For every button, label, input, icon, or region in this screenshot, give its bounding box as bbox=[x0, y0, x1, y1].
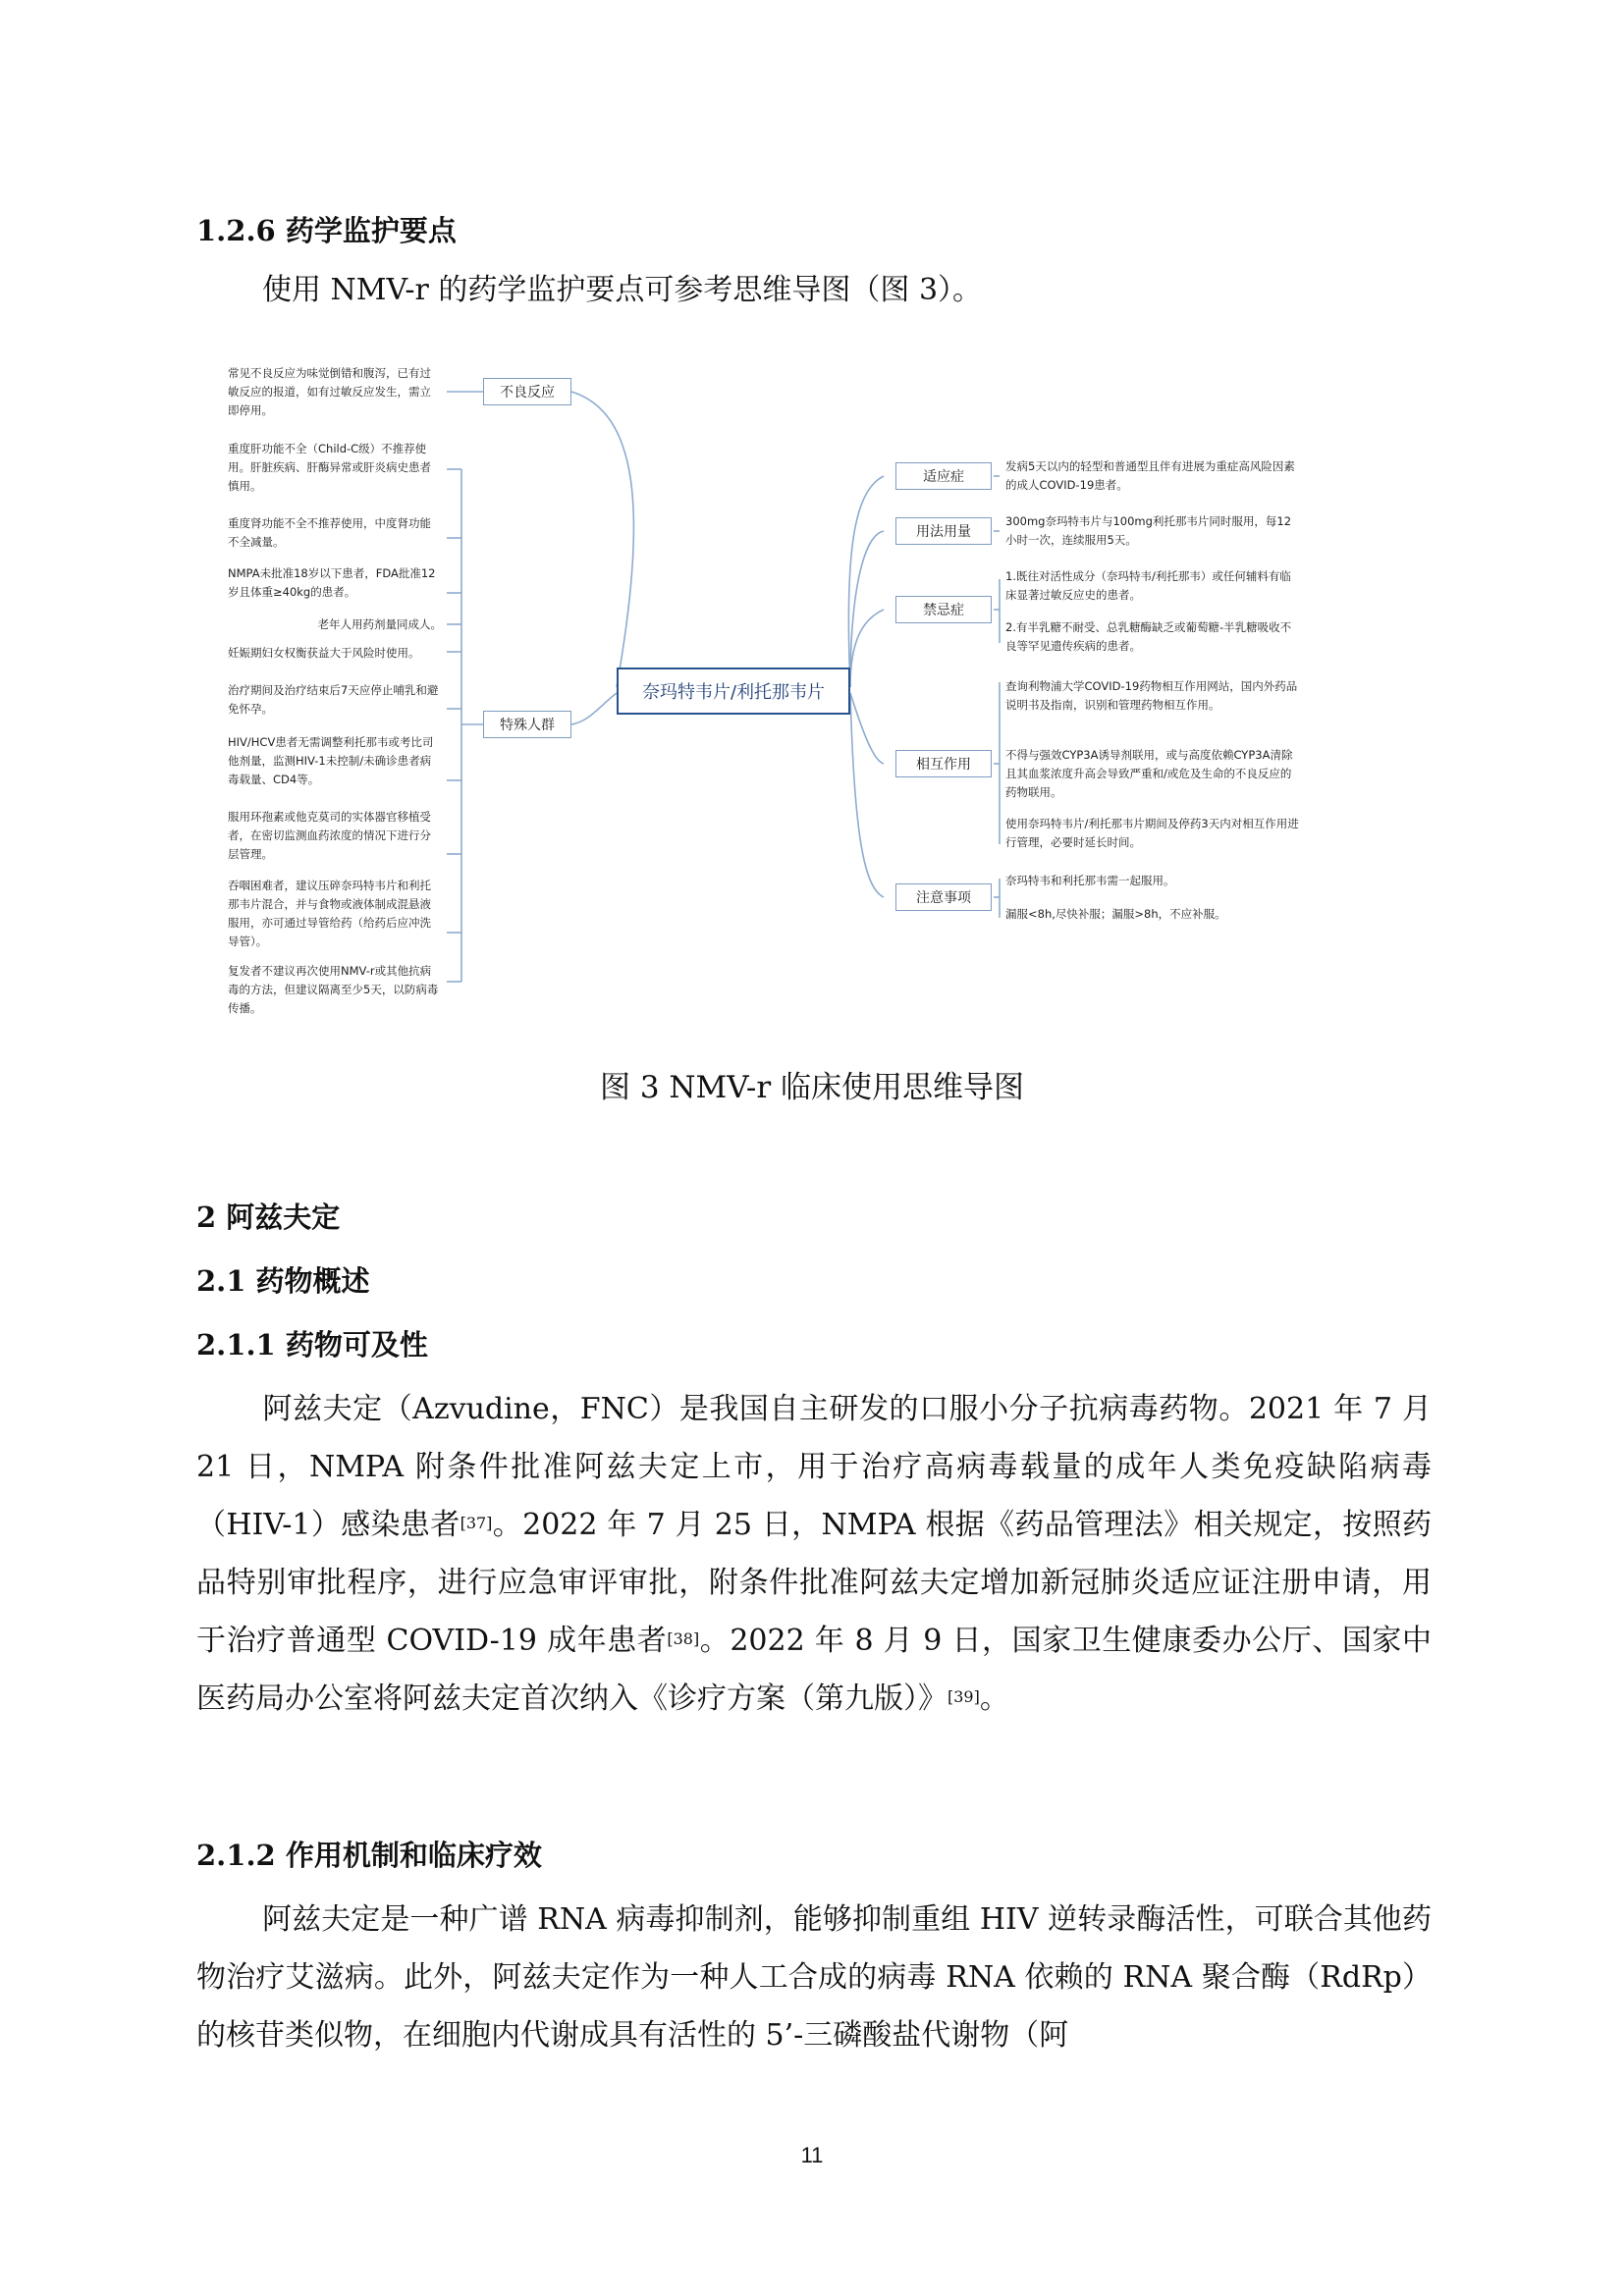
note-precaution-1: 奈玛特韦和利托那韦需一起服用。 bbox=[1005, 874, 1175, 887]
figure-caption: 图 3 NMV-r 临床使用思维导图 bbox=[600, 1070, 1024, 1105]
paragraph-mechanism bbox=[196, 1891, 1432, 2064]
branch-dosage: 用法用量 bbox=[895, 517, 992, 545]
section-heading-1-2-6: 1.2.6 药学监护要点 bbox=[196, 214, 457, 247]
note-special-2: 重度肾功能不全不推荐使用，中度肾功能不全减量。 bbox=[228, 516, 431, 549]
branch-adverse-reactions: 不良反应 bbox=[483, 378, 571, 405]
note-interaction-1: 查询利物浦大学COVID-19药物相互作用网站，国内外药品说明书及指南，识别和管理药物相互作用。 bbox=[1005, 679, 1298, 712]
section-heading-2-1-1: 2.1.1 药物可及性 bbox=[196, 1328, 428, 1362]
branch-contraindication: 禁忌症 bbox=[895, 596, 992, 623]
note-precaution-2: 漏服<8h,尽快补服；漏服>8h，不应补服。 bbox=[1005, 907, 1226, 921]
note-contra-1: 1.既往对活性成分（奈玛特韦/利托那韦）或任何辅料有临床显著过敏反应史的患者。 bbox=[1005, 569, 1291, 602]
branch-interaction: 相互作用 bbox=[895, 750, 992, 777]
note-special-8: 服用环孢素或他克莫司的实体器官移植受者，在密切监测血药浓度的情况下进行分层管理。 bbox=[228, 810, 431, 861]
note-special-9: 吞咽困难者，建议压碎奈玛特韦片和利托那韦片混合，并与食物或液体制成混悬液服用，亦可通过导管给药（给药后应冲洗导管）。 bbox=[228, 879, 431, 948]
branch-indication: 适应症 bbox=[895, 462, 992, 490]
note-special-10: 复发者不建议再次使用NMV-r或其他抗病毒的方法，但建议隔离至少5天，以防病毒传播。 bbox=[228, 964, 439, 1015]
reference-37[interactable]: [37] bbox=[460, 1514, 493, 1532]
para1-part4: 。 bbox=[979, 1682, 1009, 1716]
reference-38[interactable]: [38] bbox=[667, 1629, 700, 1648]
paragraph-drug-availability bbox=[196, 1380, 1432, 1728]
note-special-6: 治疗期间及治疗结束后7天应停止哺乳和避免怀孕。 bbox=[228, 683, 439, 716]
para1-part1: 阿兹夫定（Azvudine，FNC）是我国自主研发的口服小分子抗病毒药物。2021 年 7 月 21 日，NMPA 附条件批准阿兹夫定上市，用于治疗高病毒载量的成年人类免疫缺陷病毒（HIV-1）感染患者 bbox=[196, 1392, 1432, 1542]
branch-precautions: 注意事项 bbox=[895, 883, 992, 911]
para1-part3: 。2022 年 8 月 9 日，国家卫生健康委办公厅、国家中医药局办公室将阿兹夫定首次纳入《诊疗方案（第九版）》 bbox=[196, 1624, 1433, 1716]
note-special-3: NMPA未批准18岁以下患者，FDA批准12岁且体重≥40kg的患者。 bbox=[228, 566, 436, 599]
branch-special-population: 特殊人群 bbox=[483, 711, 571, 738]
note-special-5: 妊娠期妇女权衡获益大于风险时使用。 bbox=[228, 646, 420, 660]
note-special-4: 老年人用药剂量同成人。 bbox=[317, 617, 442, 631]
section-heading-2-1: 2.1 药物概述 bbox=[196, 1264, 370, 1298]
note-special-1: 重度肝功能不全（Child-C级）不推荐使用。肝脏疾病、肝酶异常或肝炎病史患者慎用。 bbox=[228, 442, 431, 493]
note-indication-1: 发病5天以内的轻型和普通型且伴有进展为重症高风险因素的成人COVID-19患者。 bbox=[1005, 459, 1295, 492]
page-number: 11 bbox=[800, 2143, 824, 2167]
section-heading-2-1-2: 2.1.2 作用机制和临床疗效 bbox=[196, 1839, 542, 1872]
para2-text: 阿兹夫定是一种广谱 RNA 病毒抑制剂，能够抑制重组 HIV 逆转录酶活性，可联合其他药物治疗艾滋病。此外，阿兹夫定作为一种人工合成的病毒 RNA 依赖的 RNA 聚合酶（RdRp）的核苷类似物，在细胞内代谢成具有活性的 5’-三磷酸盐代谢物（阿 bbox=[196, 1902, 1432, 2053]
note-contra-2: 2.有半乳糖不耐受、总乳糖酶缺乏或葡萄糖-半乳糖吸收不良等罕见遗传疾病的患者。 bbox=[1005, 620, 1292, 653]
para1-part2: 。2022 年 7 月 25 日，NMPA 根据《药品管理法》相关规定，按照药品特别审批程序，进行应急审评审批，附条件批准阿兹夫定增加新冠肺炎适应证注册申请，用于治疗普通型 COVID-19 成年患者 bbox=[196, 1508, 1432, 1658]
note-interaction-2: 不得与强效CYP3A诱导剂联用，或与高度依赖CYP3A清除且其血浆浓度升高会导致严重和/或危及生命的不良反应的药物联用。 bbox=[1005, 748, 1293, 799]
intro-paragraph: 使用 NMV-r 的药学监护要点可参考思维导图（图 3）。 bbox=[262, 273, 983, 307]
reference-39[interactable]: [39] bbox=[947, 1687, 980, 1706]
mindmap-center-node: 奈玛特韦片/利托那韦片 bbox=[617, 667, 850, 715]
note-special-7: HIV/HCV患者无需调整利托那韦或考比司他剂量，监测HIV-1未控制/未确诊患者病毒载量、CD4等。 bbox=[228, 735, 434, 786]
note-dosage-1: 300mg奈玛特韦片与100mg利托那韦片同时服用，每12小时一次，连续服用5天。 bbox=[1005, 514, 1292, 547]
note-adverse-1: 常见不良反应为味觉倒错和腹泻，已有过敏反应的报道，如有过敏反应发生，需立即停用。 bbox=[228, 366, 431, 417]
section-heading-2: 2 阿兹夫定 bbox=[196, 1201, 341, 1234]
note-interaction-3: 使用奈玛特韦片/利托那韦片期间及停药3天内对相互作用进行管理，必要时延长时间。 bbox=[1005, 817, 1299, 849]
